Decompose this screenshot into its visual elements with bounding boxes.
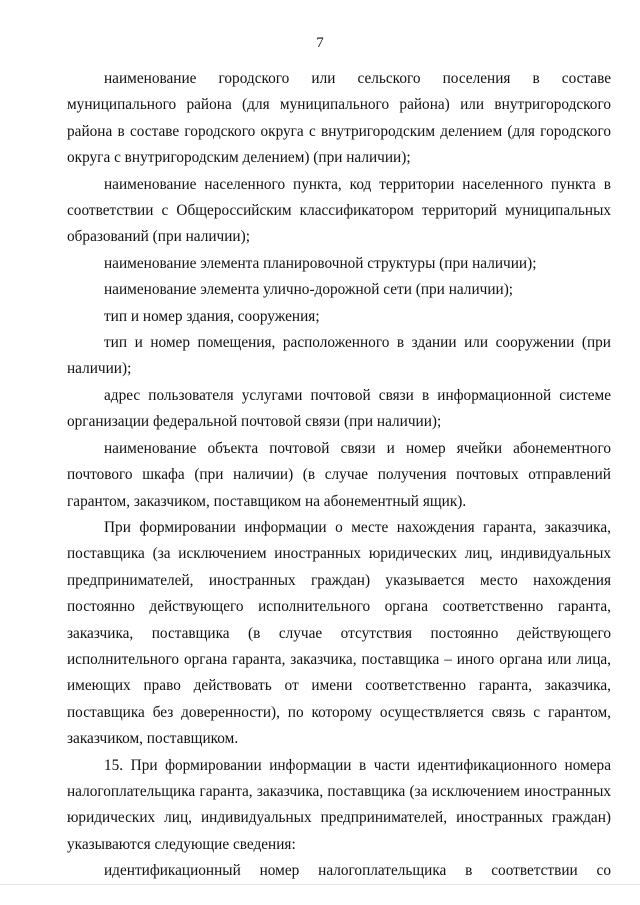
page-bottom-edge — [0, 884, 640, 885]
paragraph-settlement-name: наименование городского или сельского поселения в составе муниципального района (для муниципального района) или внутригородского района в составе городского округа с внутригородским делением (для городского округа с внутригородским делением) (при наличии); — [67, 70, 611, 167]
paragraph-section-15: 15. При формировании информации в части идентификационного номера налогоплательщика гаранта, заказчика, поставщика (за исключением иностранных юридических лиц, индивидуальных предпринимателей, иностранных граждан) указываются следующие сведения: — [67, 756, 611, 853]
paragraph-building: тип и номер здания, сооружения; — [104, 307, 320, 325]
paragraph-inn: идентификационный номер налогоплательщика в соответствии со — [104, 862, 611, 880]
page-number: 7 — [316, 35, 324, 51]
paragraph-premises: тип и номер помещения, расположенного в здании или сооружении (при наличии); — [67, 334, 611, 378]
paragraph-street-network: наименование элемента улично-дорожной сети (при наличии); — [104, 281, 514, 299]
paragraph-locality-name: наименование населенного пункта, код территории населенного пункта в соответствии с Общероссийским классификатором территорий муниципальных образований (при наличии); — [67, 175, 611, 246]
paragraph-postal-address: адрес пользователя услугами почтовой связи в информационной системе организации федеральной почтовой связи (при наличии); — [67, 386, 611, 431]
document-body — [67, 66, 611, 885]
paragraph-po-box: наименование объекта почтовой связи и номер ячейки абонементного почтового шкафа (при наличии) (в случае получения почтовых отправлений гарантом, заказчиком, поставщиком на абонементный ящик). — [67, 439, 611, 510]
paragraph-planning-structure: наименование элемента планировочной структуры (при наличии); — [104, 254, 537, 272]
paragraph-location-info: При формировании информации о месте нахождения гаранта, заказчика, поставщика (за исключением иностранных юридических лиц, индивидуальных предпринимателей, иностранных граждан) указывается место нахождения постоянно действующего исполнительного органа соответственно гаранта, заказчика, поставщика (в случае отсутствия постоянно действующего исполнительного органа гаранта, заказчика, поставщика – иного органа или лица, имеющих право действовать от имени соответственно гаранта, заказчика, поставщика без доверенности), по которому осуществляется связь с гарантом, заказчиком, поставщиком. — [67, 518, 611, 748]
